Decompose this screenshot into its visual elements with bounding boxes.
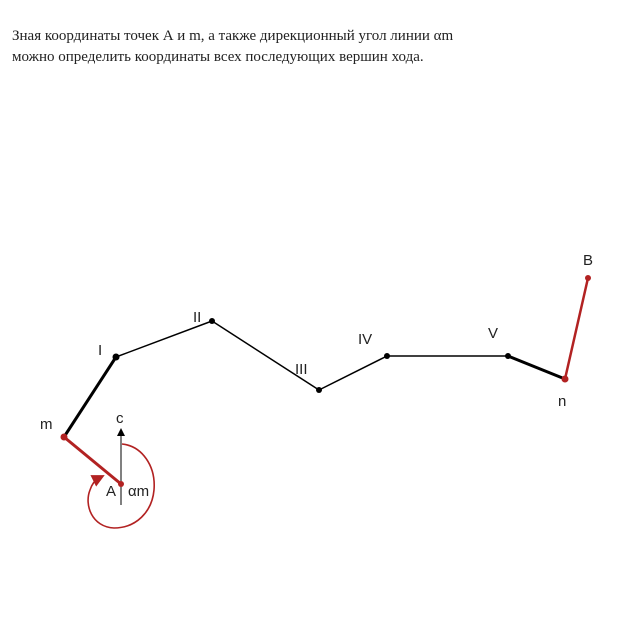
point-IV [384, 353, 390, 359]
label-A: A [106, 483, 117, 500]
leg-V-n [508, 356, 565, 379]
point-III [316, 387, 322, 393]
leg-III-IV [319, 356, 387, 390]
leg-m-I [64, 357, 116, 437]
label-alpha: αm [128, 483, 150, 500]
label-II: II [193, 309, 202, 326]
point-m [61, 434, 68, 441]
label-III: III [295, 361, 308, 378]
label-IV: IV [358, 331, 373, 348]
leg-II-III [212, 321, 319, 390]
point-A [118, 481, 124, 487]
caption-line-1: Зная координаты точек А и m, а также дирекционный угол линии αm [12, 28, 454, 44]
point-I [113, 354, 120, 361]
caption-line-2: можно определить координаты всех последующих вершин хода. [12, 49, 424, 65]
leg-I-II [116, 321, 212, 357]
label-V: V [488, 325, 499, 342]
point-V [505, 353, 511, 359]
label-I: I [98, 342, 103, 359]
point-B [585, 275, 591, 281]
label-B: B [583, 252, 594, 269]
point-II [209, 318, 215, 324]
label-c: c [116, 410, 124, 427]
line-A-m [64, 437, 121, 484]
line-n-B [565, 278, 588, 379]
label-m: m [40, 416, 53, 433]
label-n: n [558, 393, 567, 410]
point-n [562, 376, 569, 383]
